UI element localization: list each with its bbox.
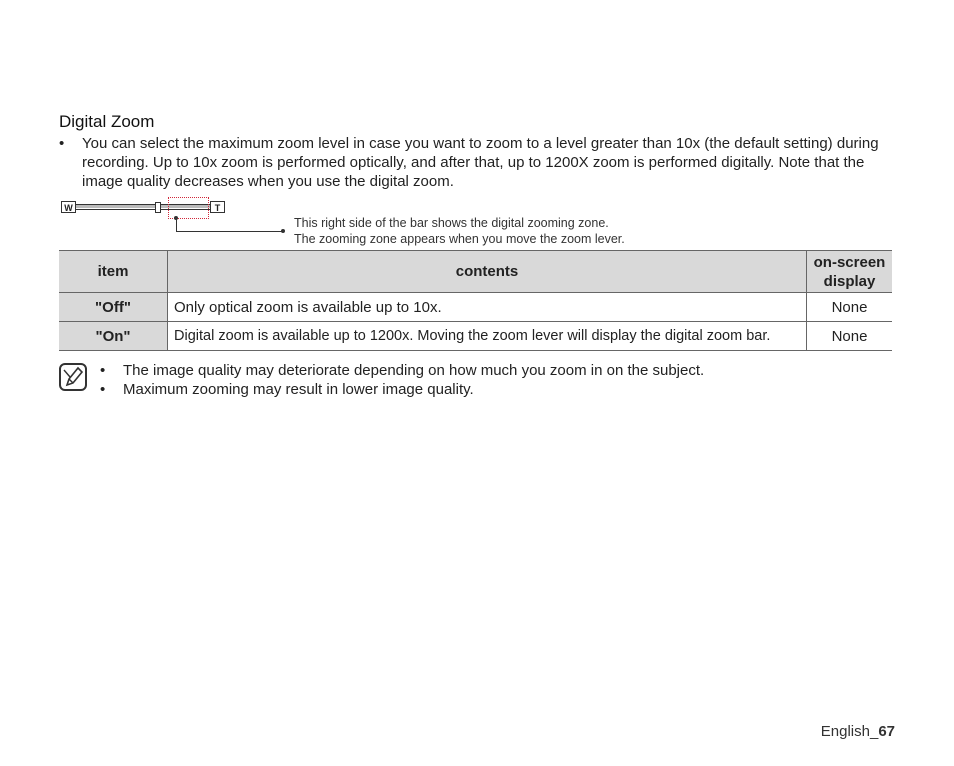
header-display-line1: on-screen bbox=[813, 253, 886, 271]
table-header-row bbox=[59, 251, 892, 293]
pencil-glyph bbox=[61, 365, 85, 389]
note-item: • Maximum zooming may result in lower image quality. bbox=[100, 380, 704, 399]
zoom-bar-diagram bbox=[59, 196, 299, 236]
leader-line-horizontal bbox=[176, 231, 283, 232]
note-pencil-icon bbox=[59, 363, 87, 391]
table-row bbox=[59, 322, 892, 351]
page-number: 67 bbox=[878, 723, 895, 740]
wide-box: W bbox=[61, 201, 76, 213]
digital-zoom-table bbox=[59, 250, 892, 351]
row-contents: Only optical zoom is available up to 10x. bbox=[168, 293, 807, 322]
note-item: • The image quality may deteriorate depending on how much you zoom in on the subject. bbox=[100, 361, 704, 380]
bullet-dot: • bbox=[59, 135, 65, 152]
tele-box: T bbox=[210, 201, 225, 213]
header-display bbox=[807, 251, 893, 293]
diagram-caption bbox=[294, 215, 625, 247]
page-footer bbox=[821, 723, 895, 740]
header-contents: contents bbox=[168, 251, 807, 293]
diagram-caption-line2: The zooming zone appears when you move the zoom lever. bbox=[294, 232, 625, 246]
header-item: item bbox=[59, 251, 168, 293]
row-contents: Digital zoom is available up to 1200x. Moving the zoom lever will display the digital zoom bar. bbox=[168, 322, 807, 351]
section-heading: Digital Zoom bbox=[59, 112, 155, 131]
leader-dot-end bbox=[281, 229, 285, 233]
leader-line-vertical bbox=[176, 218, 177, 231]
notes-list bbox=[100, 361, 704, 399]
header-display-line2: display bbox=[823, 272, 876, 290]
diagram-caption-line1: This right side of the bar shows the digital zooming zone. bbox=[294, 216, 609, 230]
row-item: "On" bbox=[59, 322, 168, 351]
row-display: None bbox=[807, 293, 893, 322]
table-row bbox=[59, 293, 892, 322]
row-item: "Off" bbox=[59, 293, 168, 322]
intro-text: You can select the maximum zoom level in case you want to zoom to a level greater than 10x (the default setting) during recording. Up to 10x zoom is performed optically, and after that, up to 1200X zoom is performed digitally. Note that the image quality decreases when you use the digital zoom. bbox=[82, 135, 879, 190]
row-display: None bbox=[807, 322, 893, 351]
footer-language: English_ bbox=[820, 723, 879, 740]
intro-bullet bbox=[59, 134, 889, 191]
zoom-knob bbox=[155, 202, 161, 213]
